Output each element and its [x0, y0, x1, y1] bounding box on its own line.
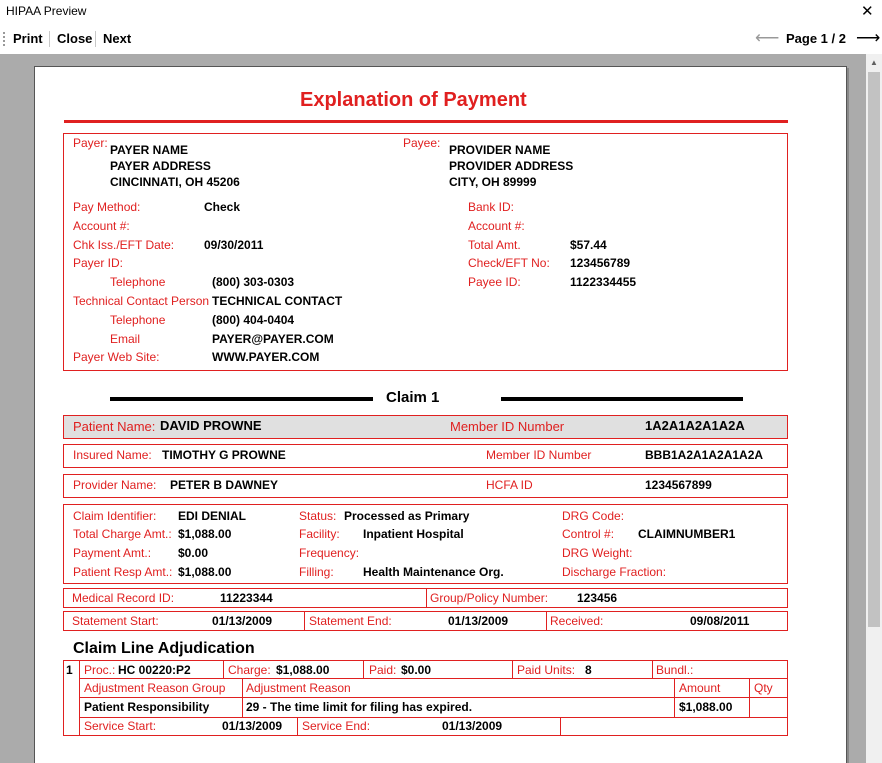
- patient-resp-label: Patient Resp Amt.:: [73, 565, 173, 579]
- payer-name: PAYER NAME: [110, 143, 189, 157]
- total-amt-value: $57.44: [570, 238, 607, 252]
- service-start-label: Service Start:: [84, 719, 157, 733]
- adj-reason-value: 29 - The time limit for filing has expired.: [246, 700, 473, 714]
- cell-divider: [560, 717, 561, 736]
- payment-amt-value: $0.00: [178, 546, 209, 560]
- filling-value: Health Maintenance Org.: [363, 565, 504, 579]
- vertical-scrollbar[interactable]: [866, 54, 882, 763]
- chk-date-value: 09/30/2011: [204, 238, 264, 252]
- cell-divider: [304, 611, 305, 631]
- account-label: Account #:: [73, 219, 130, 233]
- toolbar-separator: [49, 31, 50, 47]
- tech-contact-value: TECHNICAL CONTACT: [212, 294, 343, 308]
- payee-account-label: Account #:: [468, 219, 525, 233]
- cell-divider: [652, 660, 653, 678]
- paid-label: Paid:: [369, 663, 397, 677]
- scroll-up-icon[interactable]: ▲: [870, 58, 878, 67]
- cell-divider: [749, 678, 750, 717]
- provider-name-label: Provider Name:: [73, 478, 157, 492]
- document-title: Explanation of Payment: [300, 89, 527, 111]
- insured-member-label: Member ID Number: [486, 448, 592, 462]
- claim-id-value: EDI DENIAL: [178, 509, 247, 523]
- payee-id-value: 1122334455: [570, 275, 637, 289]
- email-label: Email: [110, 332, 141, 346]
- email-value: PAYER@PAYER.COM: [212, 332, 334, 346]
- document-page: [34, 66, 847, 763]
- payment-amt-label: Payment Amt.:: [73, 546, 152, 560]
- cell-divider: [512, 660, 513, 678]
- window-title: HIPAA Preview: [6, 4, 87, 18]
- hcfa-id-label: HCFA ID: [486, 478, 533, 492]
- claim-line-heading: Claim Line Adjudication: [73, 640, 255, 657]
- payee-city: CITY, OH 89999: [449, 175, 537, 189]
- claim-rule-left: [110, 397, 373, 401]
- insured-name-label: Insured Name:: [73, 448, 152, 462]
- claim-id-label: Claim Identifier:: [73, 509, 157, 523]
- toolbar-separator: [95, 31, 96, 47]
- check-no-label: Check/EFT No:: [468, 256, 550, 270]
- received-label: Received:: [550, 614, 604, 628]
- scrollbar-thumb[interactable]: [868, 72, 880, 627]
- drg-weight-label: DRG Weight:: [562, 546, 633, 560]
- statement-end-value: 01/13/2009: [448, 614, 509, 628]
- check-no-value: 123456789: [570, 256, 631, 270]
- claim-rule-right: [501, 397, 743, 401]
- pay-method-label: Pay Method:: [73, 200, 141, 214]
- patient-resp-value: $1,088.00: [178, 565, 232, 579]
- facility-value: Inpatient Hospital: [363, 527, 464, 541]
- service-start-value: 01/13/2009: [222, 719, 283, 733]
- group-policy-label: Group/Policy Number:: [430, 591, 549, 605]
- cell-divider: [674, 678, 675, 717]
- payer-telephone-label: Telephone: [110, 275, 166, 289]
- insured-name-value: TIMOTHY G PROWNE: [162, 448, 286, 462]
- status-label: Status:: [299, 509, 337, 523]
- previous-page-icon[interactable]: ⟵: [755, 28, 780, 47]
- drg-code-label: DRG Code:: [562, 509, 625, 523]
- service-end-label: Service End:: [302, 719, 371, 733]
- page-indicator: Page 1 / 2: [786, 31, 846, 46]
- print-button[interactable]: Print: [13, 31, 43, 46]
- statement-row: [63, 611, 788, 631]
- cell-divider: [363, 660, 364, 678]
- pay-method-value: Check: [204, 200, 241, 214]
- close-window-icon[interactable]: ✕: [861, 3, 874, 20]
- payee-id-label: Payee ID:: [468, 275, 521, 289]
- frequency-label: Frequency:: [299, 546, 360, 560]
- payee-address: PROVIDER ADDRESS: [449, 159, 574, 173]
- cell-divider: [546, 611, 547, 631]
- web-site-value: WWW.PAYER.COM: [212, 350, 320, 364]
- close-button[interactable]: Close: [57, 31, 93, 46]
- statement-end-label: Statement End:: [309, 614, 392, 628]
- row-divider: [79, 697, 788, 698]
- web-site-label: Payer Web Site:: [73, 350, 160, 364]
- bank-id-label: Bank ID:: [468, 200, 515, 214]
- preview-area: [0, 54, 866, 763]
- facility-label: Facility:: [299, 527, 340, 541]
- statement-start-value: 01/13/2009: [212, 614, 273, 628]
- toolbar: [0, 24, 882, 54]
- adj-reason-header: Adjustment Reason: [246, 681, 351, 695]
- amount-header: Amount: [679, 681, 721, 695]
- payer-telephone-value: (800) 303-0303: [212, 275, 295, 289]
- insured-member-value: BBB1A2A1A2A1A2A: [645, 448, 764, 462]
- title-rule: [64, 120, 788, 123]
- control-value: CLAIMNUMBER1: [638, 527, 736, 541]
- cell-divider: [426, 588, 427, 608]
- total-charge-value: $1,088.00: [178, 527, 232, 541]
- filling-label: Filling:: [299, 565, 334, 579]
- bundl-label: Bundl.:: [656, 663, 694, 677]
- tech-contact-label: Technical Contact Person: [73, 294, 210, 308]
- received-value: 09/08/2011: [690, 614, 750, 628]
- proc-label: Proc.:: [84, 663, 116, 677]
- payer-city: CINCINNATI, OH 45206: [110, 175, 240, 189]
- payer-id-label: Payer ID:: [73, 256, 124, 270]
- qty-header: Qty: [754, 681, 773, 695]
- next-page-icon[interactable]: ⟶: [856, 28, 881, 47]
- row-divider: [79, 678, 788, 679]
- service-end-value: 01/13/2009: [442, 719, 503, 733]
- member-id-label: Member ID Number: [450, 419, 565, 434]
- cell-divider: [223, 660, 224, 678]
- payer-address: PAYER ADDRESS: [110, 159, 211, 173]
- payee-name: PROVIDER NAME: [449, 143, 551, 157]
- patient-name-value: DAVID PROWNE: [160, 418, 262, 433]
- medical-record-label: Medical Record ID:: [72, 591, 175, 605]
- medical-record-value: 11223344: [220, 591, 273, 605]
- amount-value: $1,088.00: [679, 700, 733, 714]
- paid-units-label: Paid Units:: [517, 663, 576, 677]
- chk-date-label: Chk Iss./EFT Date:: [73, 238, 175, 252]
- toolbar-grip: [3, 32, 5, 46]
- charge-value: $1,088.00: [276, 663, 330, 677]
- row-divider: [79, 717, 788, 718]
- cell-divider: [297, 717, 298, 736]
- total-amt-label: Total Amt.: [468, 238, 521, 252]
- payer-label: Payer:: [73, 136, 108, 150]
- statement-start-label: Statement Start:: [72, 614, 159, 628]
- line-number: 1: [66, 663, 73, 677]
- hcfa-id-value: 1234567899: [645, 478, 712, 492]
- member-id-value: 1A2A1A2A1A2A: [645, 418, 745, 433]
- adj-group-value: Patient Responsibility: [84, 700, 210, 714]
- claim-heading: Claim 1: [386, 389, 440, 406]
- discharge-fraction-label: Discharge Fraction:: [562, 565, 667, 579]
- cell-divider: [242, 678, 243, 717]
- paid-value: $0.00: [401, 663, 432, 677]
- paid-units-value: 8: [585, 663, 592, 677]
- proc-value: HC 00220:P2: [118, 663, 191, 677]
- adj-group-header: Adjustment Reason Group: [84, 681, 226, 695]
- tech-telephone-label: Telephone: [110, 313, 166, 327]
- next-button[interactable]: Next: [103, 31, 132, 46]
- title-bar: [0, 0, 882, 24]
- tech-telephone-value: (800) 404-0404: [212, 313, 295, 327]
- status-value: Processed as Primary: [344, 509, 470, 523]
- patient-name-label: Patient Name:: [73, 419, 156, 434]
- provider-name-value: PETER B DAWNEY: [170, 478, 279, 492]
- group-policy-value: 123456: [577, 591, 618, 605]
- total-charge-label: Total Charge Amt.:: [73, 527, 172, 541]
- control-label: Control #:: [562, 527, 615, 541]
- charge-label: Charge:: [228, 663, 271, 677]
- cell-divider: [79, 660, 80, 736]
- payee-label: Payee:: [403, 136, 441, 150]
